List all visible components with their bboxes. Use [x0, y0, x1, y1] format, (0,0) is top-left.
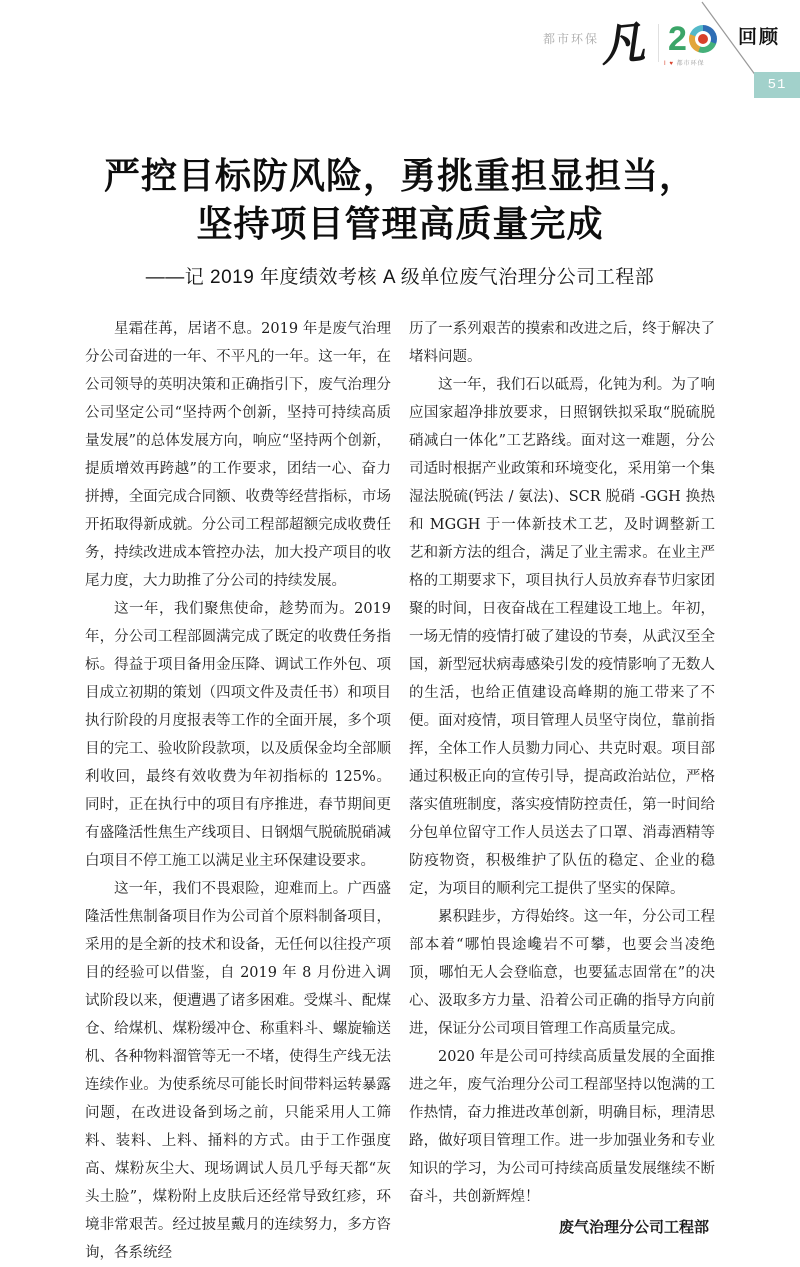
page-number-box — [754, 72, 800, 98]
logo-caption-text: 都市环保 — [676, 61, 705, 67]
article-subtitle: ——记 2019 年度绩效考核 A 级单位废气治理分公司工程部 — [145, 267, 655, 288]
paragraph: 累积跬步，方得始终。这一年，分公司工程部本着“哪怕畏途巉岩不可攀，也要会当凌绝顶，哪怕无人会登临意，也要猛志固常在”的决心、汲取多方力量、沿着公司正确的指导方向前进，保证分公司项目管理工作高质量完成。 — [409, 909, 715, 1037]
page-header — [0, 0, 800, 112]
logo-digit-2: 2 — [668, 20, 687, 58]
paragraph: 这一年，我们聚焦使命，趁势而为。2019 年，分公司工程部圆满完成了既定的收费任务指标。得益于项目备用金压降、调试工作外包、项目成立初期的策划（四项文件及责任书）和项目执行阶段的月度报表等工作的全面开展，多个项目的完工、验收阶段款项，以及质保金均全部顺利收回，最终有效收费为年初指标的 125%。同时，正在执行中的项目有序推进，春节期间更有盛隆活性焦生产线项目、日钢烟气脱硫脱硝减白项目不停工施工以满足业主环保建设要求。 — [85, 601, 391, 869]
article-title-line2: 坚持项目管理高质量完成 — [196, 203, 604, 244]
article-title-line1: 严控目标防风险，勇挑重担显担当， — [103, 155, 696, 196]
paragraph-continuation: 历了一系列艰苦的摸索和改进之后，终于解决了堵料问题。 — [409, 321, 715, 365]
paragraph: 这一年，我们不畏艰险，迎难而上。广西盛隆活性焦制备项目作为公司首个原料制备项目，采用的是全新的技术和设备，无任何以往投产项目的经验可以借鉴，自 2019 年 8 月份进入调试阶段以来，便遭遇了诸多困难。受煤斗、配煤仓、给煤机、煤粉缓冲仓、称重料斗、螺旋输送机、各种物料溜管等无一不堵，使得生产线无法连续作业。为使系统尽可能长时间带料运转暴露问题，在改进设备到场之前，只能采用人工筛料、装料、上料、捅料的方式。由于工作强度高、煤粉灰尘大、现场调试人员几乎每天都“灰头土脸”，煤粉附上皮肤后还经常导致红疹，环境非常艰苦。经过披星戴月的连续努力，多方咨询，各系统经 — [85, 881, 391, 1261]
paragraph: 星霜荏苒，居诸不息。2019 年是废气治理分公司奋进的一年、不平凡的一年。这一年，在公司领导的英明决策和正确指引下，废气治理分公司坚定公司“坚持两个创新，坚持可持续高质量发展”的总体发展方向，响应“坚持两个创新，提质增效再跨越”的工作要求，团结一心、奋力拼搏，全面完成合同额、收费等经营指标，市场开拓取得新成就。分公司工程部超额完成收费任务，持续改进成本管控办法，加大投产项目的收尾力度，大力助推了分公司的持续发展。 — [85, 321, 391, 589]
section-label: 回顾 — [738, 27, 781, 48]
column-right — [409, 315, 715, 1267]
article-title-block — [0, 152, 800, 289]
brand-wordmark: 都市环保 — [543, 32, 600, 46]
calligraphy-logo-icon: 凡 — [597, 16, 648, 73]
article-signature: 废气治理分公司工程部 — [558, 1218, 709, 1236]
paragraph: 这一年，我们石以砥焉，化钝为利。为了响应国家超净排放要求，日照钢铁拟采取“脱硫脱硝减白一体化”工艺路线。面对这一难题，分公司适时根据产业政策和环境变化，采用第一个集湿法脱硫(钙法 / 氨法)、SCR 脱硝 -GGH 换热和 MGGH 于一体新技术工艺，及时调整新工艺和新方法的组合，满足了业主需求。在业主严格的工期要求下，项目执行人员放弃春节归家团聚的时间，日夜奋战在工程建设工地上。年初，一场无情的疫情打破了建设的节奏，从武汉至全国，新型冠状病毒感染引发的疫情影响了无数人的生活，也给正值建设高峰期的施工带来了不便。面对疫情，项目管理人员坚守岗位，靠前指挥，全体工作人员勠力同心、共克时艰。项目部通过积极正向的宣传引导，提高政治站位，严格落实值班制度，落实疫情防控责任，第一时间给分包单位留守工作人员送去了口罩、消毒酒精等防疫物资，积极维护了队伍的稳定、企业的稳定，为项目的顺利完工提供了坚实的保障。 — [409, 377, 715, 897]
diagonal-pointer-line — [698, 0, 760, 80]
column-left — [85, 315, 391, 1267]
paragraph: 2020 年是公司可持续高质量发展的全面推进之年，废气治理分公司工程部坚持以饱满的工作热情，奋力推进改革创新，明确目标，理清思路，做好项目管理工作。进一步加强业务和专业知识的学习，为公司可持续高质量发展继续不断奋斗，共创新辉煌！ — [409, 1049, 715, 1205]
article-body — [85, 315, 715, 1267]
logo-divider — [658, 24, 659, 62]
page-number: 51 — [767, 77, 787, 93]
heart-icon: I ♥ — [664, 61, 677, 67]
